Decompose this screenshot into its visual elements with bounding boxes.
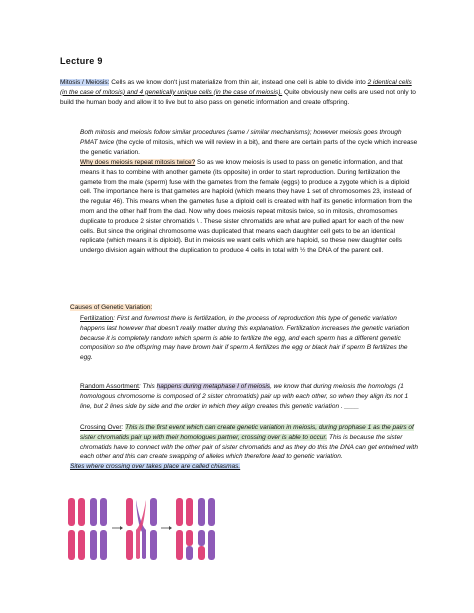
intro-text-a: Cells as we know don't just materialize from thin air, instead one cell is able to divide into <box>109 79 368 86</box>
why-twice-question: Why does meiosis repeat mitosis twice? <box>80 159 196 166</box>
random-assortment-label: Random Assortment <box>80 383 139 390</box>
para-fertilization <box>60 314 420 363</box>
crossing-highlight: This is the first event which can create genetic variation in meiosis, during prophase 1 as the pairs of sister chromatids pair up with their homologues partner, crossing over is able to occur. <box>80 424 414 441</box>
chiasma-note: Sites where crossing over takes place are called chiasmas. <box>70 463 241 471</box>
fertilization-text: : First and foremost there is fertilization, in the process of reproduction this type of genetic variation happens last however that doesn't really matter during this explanation. Fertilization increases the genetic variation because it is completely random which sperm is able to fertilize the egg, and each sperm has a different genetic composition so the offspring may have brown hair if sperm A fertilizes the egg or black hair if sperm B fertilizes the egg. <box>80 315 410 362</box>
intro-paragraph <box>60 78 420 107</box>
intro-italic-underlined: 2 identical cells (in the case of mitosis) and 4 genetically unique cells (in the case of meiosis). <box>60 79 412 96</box>
para-random-assortment <box>60 382 420 411</box>
causes-heading: Causes of Genetic Variation: <box>70 304 153 311</box>
random-text-a: : This <box>138 383 157 390</box>
chromosome-pair-crossing <box>126 498 157 560</box>
crossing-over-label: Crossing Over <box>80 424 122 431</box>
random-text-b: , we know that during meiosis the homologs (1 homologous chromosome is composed of 2 sister chromatids) pair up with each other, so when they align its not 1 line, but 2 lines side by side and the order in which they align creates this genetic variation . ____ <box>80 383 409 410</box>
causes-heading-block <box>60 303 420 313</box>
crossing-text-a: : <box>121 424 126 431</box>
crossing-text-b: This is because the sister chromatids have to connect with the other pair of sister chromatids and as they do this the DNA can get entwined with each other and this can create swapping of alleles which therefore lead to genetic variation. <box>80 433 418 461</box>
mitosis-meiosis-label: Mitosis / Meiosis: <box>60 79 110 86</box>
lecture-title: Lecture 9 <box>60 56 103 66</box>
mechanisms-text: (the cycle of mitosis, which we will review in a bit), and there are certain parts of the cycle which increase the genetic variation. <box>80 138 418 156</box>
fertilization-label: Fertilization <box>80 315 114 322</box>
why-twice-text: So as we know meiosis is used to pass on genetic information, and that means it has to combine with another gamete (its opposite) in order to start reproduction. During fertilization the gamete from the male (sperm) fuse with the gametes from the female (eggs) to produce a zygote which is a diploid cell. The importance here is that gametes are haploid (which means they have 1 set of chromosomes 23, instead of the regular 46). This means when the gametes fuse a diploid cell is created with half its genetic information from the mom and the other half from the dad. Now why does meiosis repeat mitosis twice, so in mitosis, chromosomes duplicate to produce 2 sister chromatids \ . These sister chromatids are what are pulled apart for each of the new cells. But since the original chromosome was duplicated that means each daughter cell gets to be an identical replicate (which means it is diploid). But in meiosis we want cells which are haploid, so these new daughter cells undergo division again without the duplication to produce 4 cells in total with ½ the DNA of the parent cell. <box>80 159 413 255</box>
para-mechanisms <box>60 128 420 157</box>
crossing-over-diagram <box>60 494 220 564</box>
para-why-twice <box>60 158 420 256</box>
mechanisms-italic: Both mitosis and meiosis follow similar procedures (same / similar mechanisms); however meiosis goes through PMAT twice <box>80 129 402 146</box>
chromosome-pair-recombined <box>176 498 215 560</box>
para-crossing-over <box>60 423 420 472</box>
random-highlight: happens during metaphase I of meiosis <box>156 383 271 390</box>
arrow-icon-2 <box>161 526 172 530</box>
arrow-icon <box>112 526 123 530</box>
intro-text-b: Quite obviously new cells are used not only to build the human body and allow it to live but to also pass on genetic information and create offspring. <box>60 88 416 106</box>
chromosome-pair-1 <box>68 498 107 560</box>
